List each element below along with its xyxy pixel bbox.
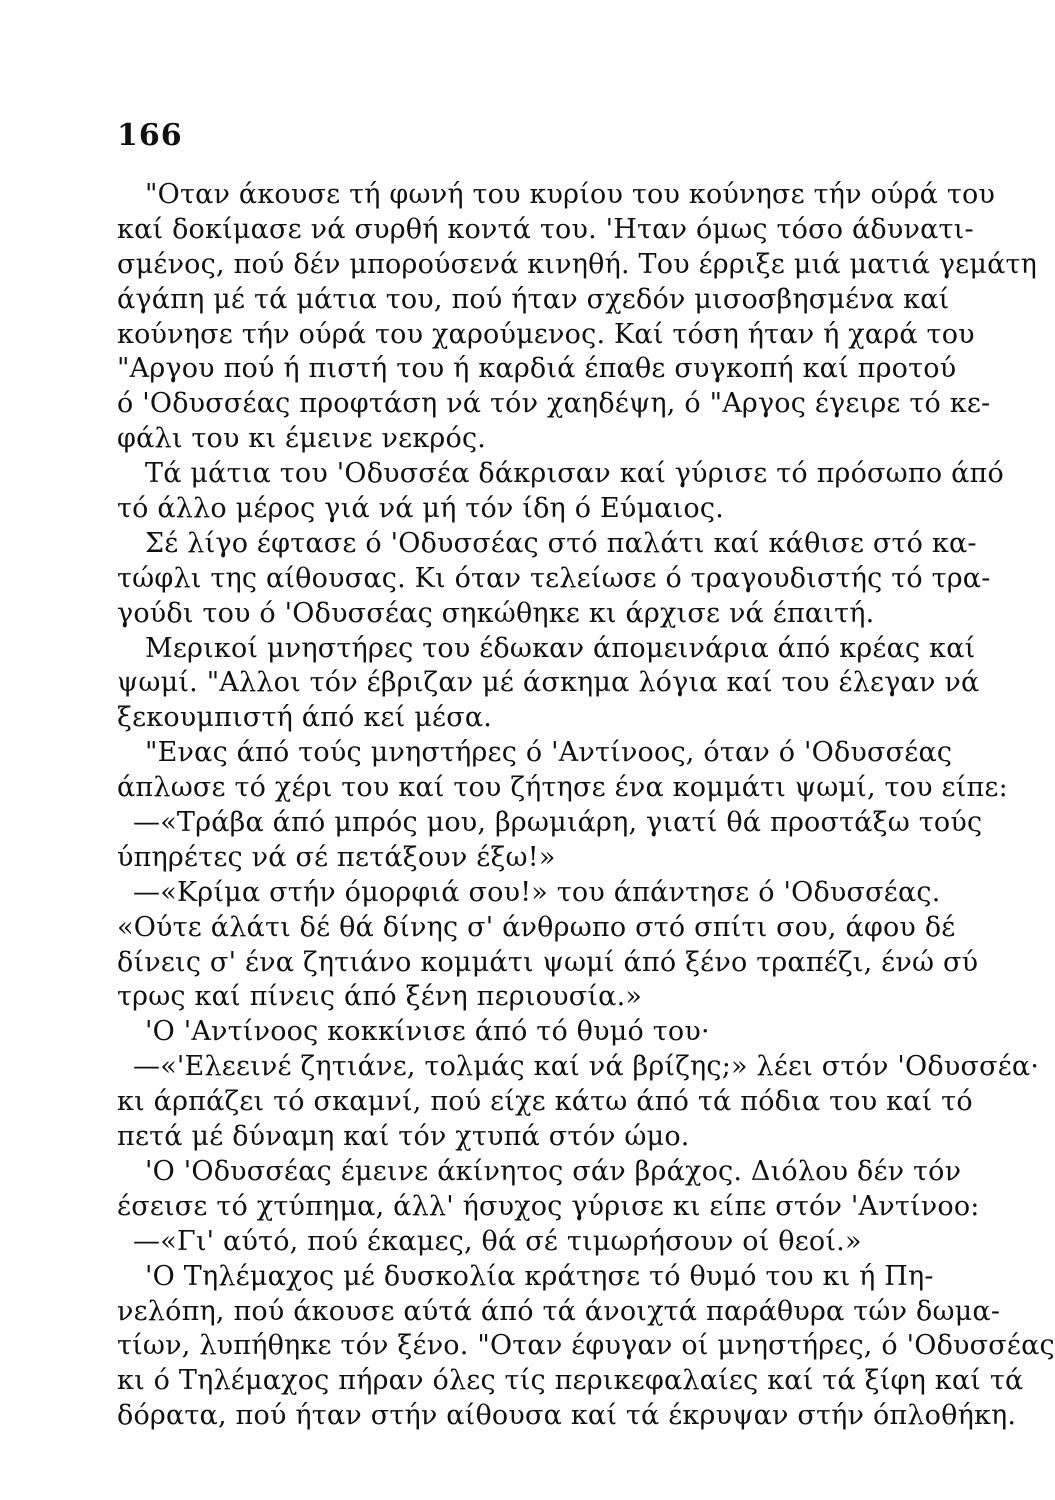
text-line: Σέ λίγο έφτασε ό 'Οδυσσέας στό παλάτι καί κάθισε στό κα- bbox=[145, 527, 977, 559]
text-line: —«Τράβα άπό μπρός μου, βρωμιάρη, γιατί θά προστάξω τούς bbox=[133, 807, 983, 839]
text-line: καί δοκίμασε νά συρθή κοντά του. 'Ηταν όμως τόσο άδυνατι- bbox=[117, 213, 974, 245]
text-line: ξεκουμπιστή άπό κεί μέσα. bbox=[117, 702, 493, 734]
text-line: τώφλι της αίθουσας. Κι όταν τελείωσε ό τραγουδιστής τό τρα- bbox=[117, 562, 991, 594]
text-line: δίνεις σ' ένα ζητιάνο κομμάτι ψωμί άπό ξένο τραπέζι, ένώ σύ bbox=[117, 946, 979, 978]
text-line: φάλι του κι έμεινε νεκρός. bbox=[117, 423, 487, 455]
text-line: Μερικοί μνηστήρες του έδωκαν άπομεινάρια άπό κρέας καί bbox=[145, 632, 976, 664]
text-line: σμένος, πού δέν μπορούσενά κινηθή. Του έρριξε μιά ματιά γεμάτη bbox=[117, 248, 1038, 280]
text-line: ύπηρέτες νά σέ πετάξουν έξω!» bbox=[117, 841, 556, 873]
text-line: —«Κρίμα στήν όμορφιά σου!» του άπάντησε ό 'Οδυσσέας. bbox=[133, 876, 941, 908]
text-line: τίων, λυπήθηκε τόν ξένο. "Οταν έφυγαν οί μνηστήρες, ό 'Οδυσσέας bbox=[117, 1330, 1055, 1362]
text-line: πετά μέ δύναμη καί τόν χτυπά στόν ώμο. bbox=[117, 1121, 690, 1153]
text-line: γούδι του ό 'Οδυσσέας σηκώθηκε κι άρχισε νά έπαιτή. bbox=[117, 597, 875, 629]
page-number: 166 bbox=[117, 118, 183, 153]
text-line: ψωμί. "Αλλοι τόν έβριζαν μέ άσκημα λόγια καί του έλεγαν νά bbox=[117, 667, 980, 699]
text-line: κούνησε τήν ούρά του χαρούμενος. Καί τόση ήταν ή χαρά του bbox=[117, 318, 975, 350]
text-line: —«Γι' αύτό, πού έκαμες, θά σέ τιμωρήσουν οί θεοί.» bbox=[133, 1225, 862, 1257]
text-line: "Αργου πού ή πιστή του ή καρδιά έπαθε συγκοπή καί προτού bbox=[117, 353, 957, 385]
text-line: τό άλλο μέρος γιά νά μή τόν ίδη ό Εύμαιος. bbox=[117, 493, 724, 525]
text-line: κι ό Τηλέμαχος πήραν όλες τίς περικεφαλαίες καί τά ξίφη καί τά bbox=[117, 1365, 1024, 1397]
text-line: τρως καί πίνεις άπό ξένη περιουσία.» bbox=[117, 981, 643, 1013]
text-line: κι άρπάζει τό σκαμνί, πού είχε κάτω άπό τά πόδια του καί τό bbox=[117, 1086, 973, 1118]
text-line: "Ενας άπό τούς μνηστήρες ό 'Αντίνοος, όταν ό 'Οδυσσέας bbox=[145, 737, 953, 769]
text-line: άπλωσε τό χέρι του καί του ζήτησε ένα κομμάτι ψωμί, του είπε: bbox=[117, 772, 1008, 804]
text-line: —«'Ελεεινέ ζητιάνε, τολμάς καί νά βρίζης;» λέει στόν 'Οδυσσέα· bbox=[133, 1051, 1040, 1083]
text-line: "Οταν άκουσε τή φωνή του κυρίου του κούνησε τήν ούρά του bbox=[145, 179, 996, 210]
text-line: 'Ο Τηλέμαχος μέ δυσκολία κράτησε τό θυμό του κι ή Πη- bbox=[145, 1260, 934, 1292]
page-text bbox=[117, 178, 1055, 1434]
text-line: δόρατα, πού ήταν στήν αίθουσα καί τά έκρυψαν στήν όπλοθήκη. bbox=[117, 1400, 1017, 1432]
text-line: έσεισε τό χτύπημα, άλλ' ήσυχος γύρισε κι είπε στόν 'Αντίνοο: bbox=[117, 1190, 980, 1222]
text-line: Τά μάτια του 'Οδυσσέα δάκρισαν καί γύρισε τό πρόσωπο άπό bbox=[145, 458, 1004, 490]
text-line: 'Ο 'Αντίνοος κοκκίνισε άπό τό θυμό του· bbox=[145, 1016, 710, 1048]
text-line: 'Ο 'Οδυσσέας έμεινε άκίνητος σάν βράχος. Διόλου δέν τόν bbox=[145, 1155, 962, 1187]
text-line: «Ούτε άλάτι δέ θά δίνης σ' άνθρωπο στό σπίτι σου, άφου δέ bbox=[117, 911, 956, 943]
text-line: άγάπη μέ τά μάτια του, πού ήταν σχεδόν μισοσβησμένα καί bbox=[117, 283, 950, 315]
text-line: νελόπη, πού άκουσε αύτά άπό τά άνοιχτά παράθυρα τών δωμα- bbox=[117, 1295, 1001, 1327]
text-line: ό 'Οδυσσέας προφτάση νά τόν χαηδέψη, ό "Αργος έγειρε τό κε- bbox=[117, 388, 991, 420]
